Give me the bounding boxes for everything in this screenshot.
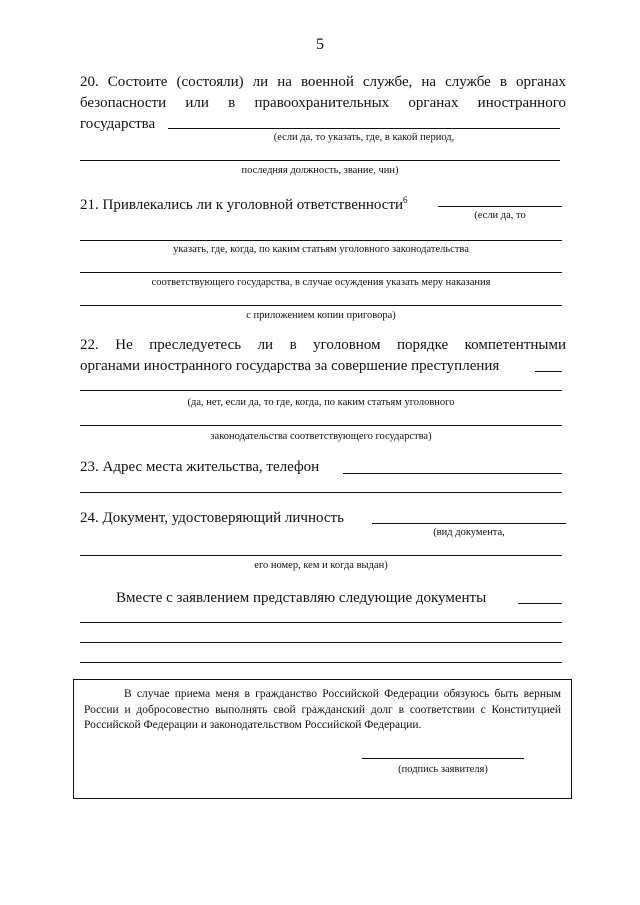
q20-hint-2: последняя должность, звание, чин) bbox=[241, 165, 399, 176]
q23-text: 23. Адрес места жительства, телефон bbox=[80, 459, 320, 475]
q22-answer-line-1[interactable] bbox=[535, 371, 562, 372]
q23-answer-line-1[interactable] bbox=[343, 473, 562, 474]
documents-text: Вместе с заявлением представляю следующие документы bbox=[116, 590, 487, 606]
signature-hint: (подпись заявителя) bbox=[398, 764, 488, 775]
q24-hint-2: его номер, кем и когда выдан) bbox=[254, 560, 388, 571]
q21-answer-line-3[interactable] bbox=[80, 272, 562, 273]
q24-text: 24. Документ, удостоверяющий личность bbox=[80, 510, 344, 526]
q20-answer-line-1[interactable] bbox=[168, 128, 560, 129]
q21-hint-4: с приложением копии приговора) bbox=[246, 310, 396, 321]
q22-hint-2: законодательства соответствующего государства) bbox=[210, 431, 432, 442]
q22-answer-line-2[interactable] bbox=[80, 390, 562, 391]
documents-line-0[interactable] bbox=[518, 603, 562, 604]
q23-answer-line-2[interactable] bbox=[80, 492, 562, 493]
oath-text: В случае приема меня в гражданство Российской Федерации обязуюсь быть верным России и добросовестно выполнять свой гражданский долг в соответствии с Конституцией Российской Федерации и законодательством Российской Федерации. bbox=[84, 688, 561, 731]
q22-answer-line-3[interactable] bbox=[80, 425, 562, 426]
q21-footnote: 6 bbox=[403, 195, 408, 205]
q24-hint-1: (вид документа, bbox=[433, 527, 505, 538]
documents-line-2[interactable] bbox=[80, 642, 562, 643]
documents-line-1[interactable] bbox=[80, 622, 562, 623]
page-number: 5 bbox=[316, 36, 324, 53]
q22-line-2: органами иностранного государства за совершение преступления bbox=[80, 358, 500, 374]
q21-question bbox=[80, 191, 408, 214]
q21-answer-line-2[interactable] bbox=[80, 240, 562, 241]
q21-hint-3: соответствующего государства, в случае осуждения указать меру наказания bbox=[151, 277, 491, 288]
q24-answer-line-1[interactable] bbox=[372, 523, 566, 524]
q21-answer-line-1[interactable] bbox=[438, 206, 562, 207]
oath-box bbox=[73, 679, 572, 799]
q21-answer-line-4[interactable] bbox=[80, 305, 562, 306]
signature-line[interactable] bbox=[362, 758, 524, 759]
q21-text: 21. Привлекались ли к уголовной ответственности bbox=[80, 197, 404, 213]
q20-line-3: государства bbox=[80, 116, 156, 132]
q21-hint-2: указать, где, когда, по каким статьям уголовного законодательства bbox=[173, 244, 469, 255]
documents-line-3[interactable] bbox=[80, 662, 562, 663]
q22-line-1: 22. Не преследуетесь ли в уголовном порядке компетентными bbox=[80, 337, 566, 353]
q20-hint-1: (если да, то указать, где, в какой период, bbox=[273, 132, 455, 143]
q20-line-2: безопасности или в правоохранительных органах иностранного bbox=[80, 95, 566, 111]
q21-hint-1: (если да, то bbox=[474, 210, 526, 221]
q20-line-1: 20. Состоите (состояли) ли на военной службе, на службе в органах bbox=[80, 74, 566, 90]
q24-answer-line-2[interactable] bbox=[80, 555, 562, 556]
q20-answer-line-2[interactable] bbox=[80, 160, 560, 161]
q22-hint-1: (да, нет, если да, то где, когда, по каким статьям уголовного bbox=[187, 397, 455, 408]
